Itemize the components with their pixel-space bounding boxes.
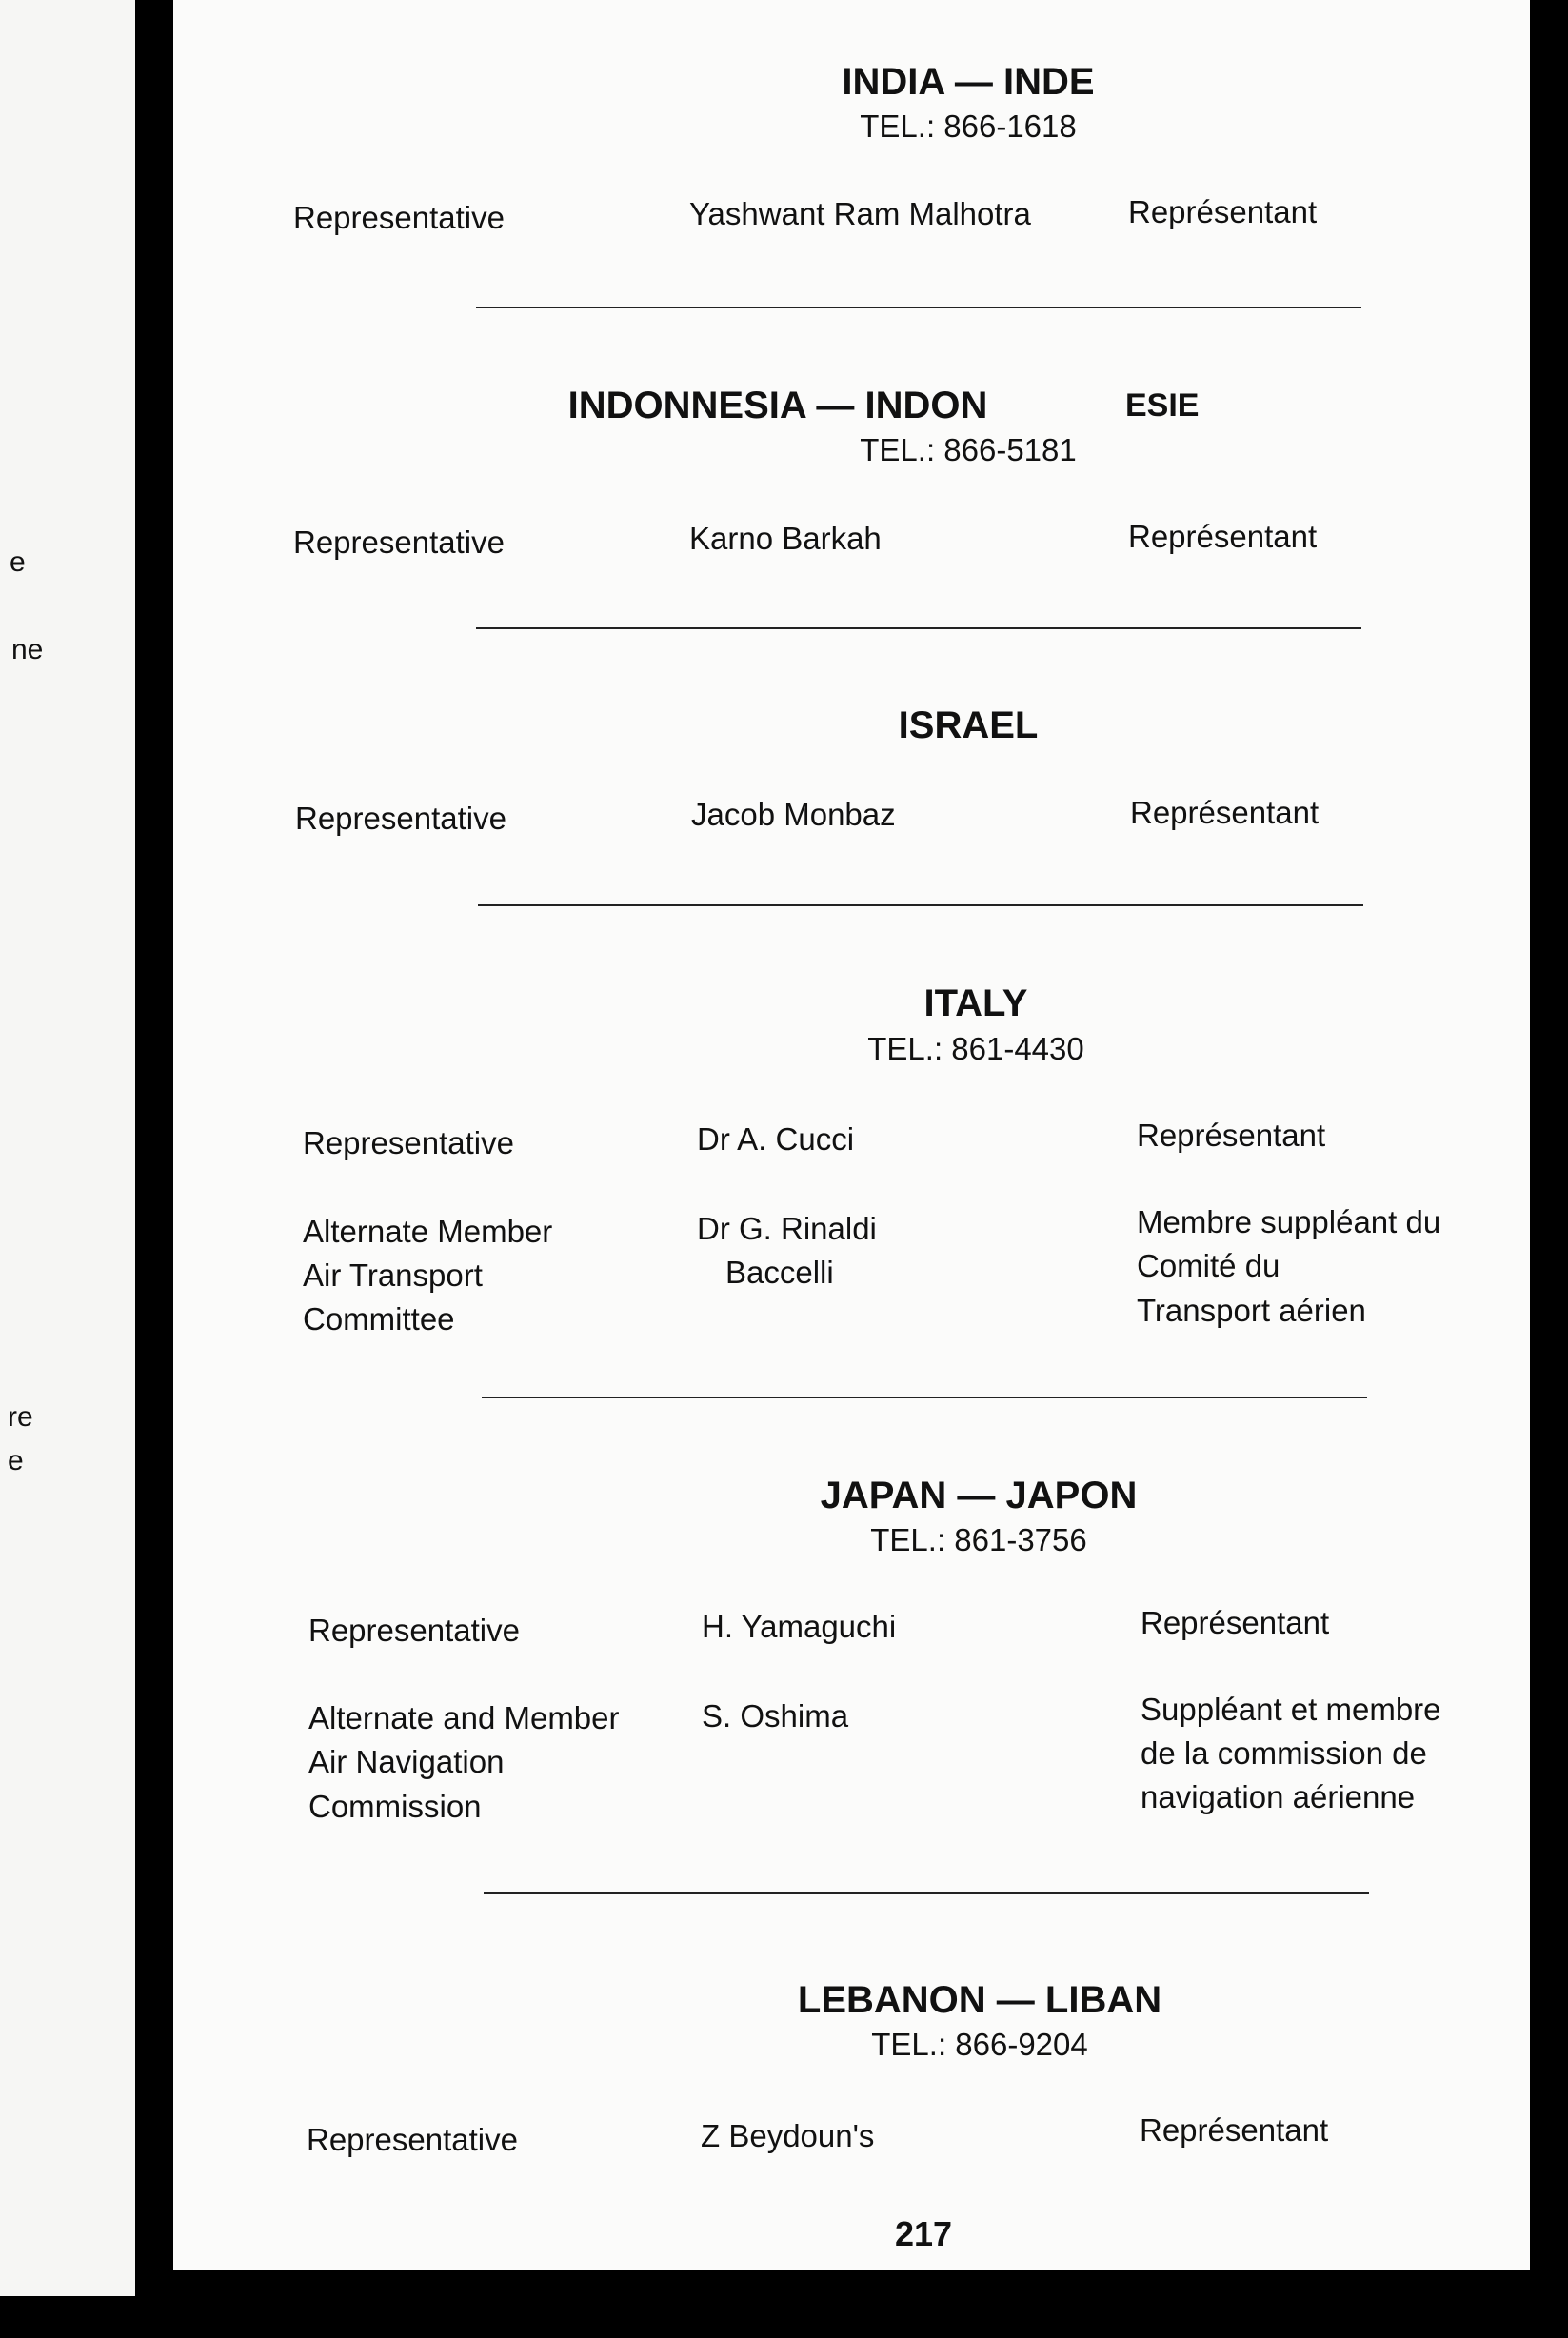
person-name: Yashwant Ram Malhotra: [689, 196, 1031, 231]
person-name: Z Beydoun's: [701, 2118, 875, 2153]
section-divider: [482, 1397, 1367, 1398]
role-english: Representative: [307, 2122, 518, 2157]
country-heading-indonesia: INDONNESIA — INDON: [567, 385, 988, 426]
country-heading-lebanon: LEBANON — LIBAN: [797, 1979, 1162, 2021]
role-english: Commission: [308, 1789, 482, 1824]
role-english: Representative: [293, 525, 505, 560]
person-name: Karno Barkah: [689, 521, 882, 556]
country-heading-japan: JAPAN — JAPON: [820, 1475, 1138, 1516]
role-french: Représentant: [1128, 519, 1318, 554]
section-divider: [484, 1892, 1369, 1894]
section-divider: [478, 904, 1363, 906]
role-english: Representative: [303, 1125, 514, 1160]
person-name: S. Oshima: [702, 1698, 849, 1734]
country-heading-israel: ISRAEL: [898, 704, 1039, 746]
telephone-japan: TEL.: 861-3756: [870, 1522, 1087, 1557]
role-english: Alternate Member: [303, 1214, 553, 1249]
person-name: Dr G. Rinaldi: [697, 1211, 877, 1246]
role-french: Suppléant et membre: [1141, 1692, 1441, 1727]
section-divider: [476, 627, 1361, 629]
country-heading-india: INDIA — INDE: [842, 61, 1095, 103]
role-french: Représentant: [1140, 2112, 1329, 2148]
telephone-italy: TEL.: 861-4430: [867, 1031, 1084, 1066]
country-heading-suffix: ESIE: [1125, 387, 1200, 424]
role-french: Comité du: [1137, 1248, 1280, 1283]
role-english: Committee: [303, 1301, 455, 1337]
telephone-india: TEL.: 866-1618: [860, 109, 1077, 144]
role-french: navigation aérienne: [1141, 1779, 1416, 1814]
role-french: Membre suppléant du: [1137, 1204, 1441, 1239]
role-french: Représentant: [1130, 795, 1320, 830]
role-french: Représentant: [1141, 1605, 1330, 1640]
role-french: Représentant: [1128, 194, 1318, 229]
telephone-lebanon: TEL.: 866-9204: [871, 2027, 1088, 2062]
person-name: H. Yamaguchi: [702, 1609, 897, 1644]
role-french: de la commission de: [1141, 1735, 1427, 1771]
country-heading-italy: ITALY: [923, 982, 1028, 1024]
role-french: Transport aérien: [1137, 1293, 1366, 1328]
left-page-fragment: re: [8, 1401, 33, 1433]
role-english: Air Navigation: [308, 1744, 505, 1779]
person-name: Baccelli: [725, 1255, 834, 1290]
role-english: Representative: [295, 801, 506, 836]
role-french: Représentant: [1137, 1118, 1326, 1153]
role-english: Air Transport: [303, 1258, 483, 1293]
left-page-fragment: ne: [11, 634, 44, 665]
section-divider: [476, 307, 1361, 308]
telephone-indonesia: TEL.: 866-5181: [860, 432, 1077, 467]
left-page-fragment: e: [10, 546, 26, 578]
person-name: Dr A. Cucci: [697, 1121, 855, 1157]
facing-page-margin: [0, 0, 135, 2296]
role-english: Representative: [308, 1613, 520, 1648]
page-number: 217: [894, 2214, 953, 2253]
role-english: Representative: [293, 200, 505, 235]
person-name: Jacob Monbaz: [691, 797, 896, 832]
role-english: Alternate and Member: [308, 1700, 620, 1735]
directory-page: [173, 0, 1530, 2270]
left-page-fragment: e: [8, 1445, 24, 1476]
